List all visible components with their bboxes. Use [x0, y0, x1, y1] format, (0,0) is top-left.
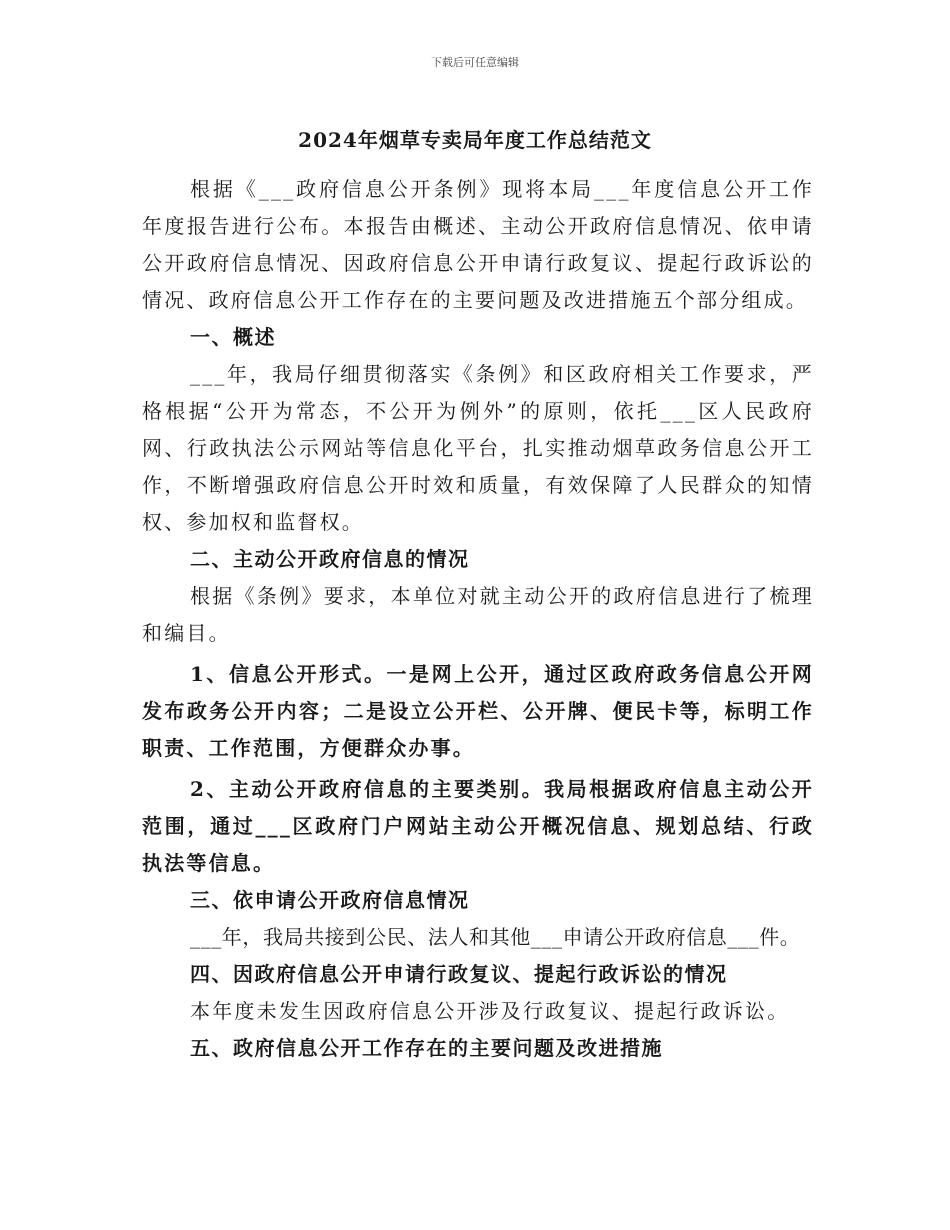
document-title: 2024年烟草专卖局年度工作总结范文 — [298, 128, 652, 152]
overview-paragraph: ___年，我局仔细贯彻落实《条例》和区政府相关工作要求，严格根据“公开为常态，不公开为例外”的原则，依托___区人民政府网、行政执法公示网站等信息化平台，扎实推动烟草政务信息公开工作，不断增强政府信息公开时效和质量，有效保障了人民群众的知情权、参加权和监督权。 — [142, 362, 814, 534]
review-litigation-paragraph: 本年度未发生因政府信息公开涉及行政复议、提起行政诉讼。 — [190, 999, 790, 1023]
header-note: 下载后可任意编辑 — [431, 56, 519, 69]
intro-paragraph: 根据《___政府信息公开条例》现将本局___年度信息公开工作年度报告进行公布。本报告由概述、主动公开政府信息情况、依申请公开政府信息情况、因政府信息公开申请行政复议、提起行政诉讼的情况、政府信息公开工作存在的主要问题及改进措施五个部分组成。 — [142, 177, 814, 312]
section-heading-proactive-disclosure: 二、主动公开政府信息的情况 — [190, 547, 470, 571]
section-heading-overview: 一、概述 — [190, 325, 276, 349]
document-body — [142, 171, 814, 1067]
application-disclosure-paragraph: ___年，我局共接到公民、法人和其他___申请公开政府信息___件。 — [190, 925, 801, 949]
disclosure-form-paragraph: 1、信息公开形式。一是网上公开，通过区政府政务信息公开网发布政务公开内容；二是设立公开栏、公开牌、便民卡等，标明工作职责、工作范围，方便群众办事。 — [142, 662, 814, 760]
section-heading-problems-improvements: 五、政府信息公开工作存在的主要问题及改进措施 — [190, 1036, 663, 1060]
disclosure-category-paragraph: 2、主动公开政府信息的主要类别。我局根据政府信息主动公开范围，通过___区政府门户网站主动公开概况信息、规划总结、行政执法等信息。 — [142, 777, 814, 875]
section-heading-review-litigation: 四、因政府信息公开申请行政复议、提起行政诉讼的情况 — [190, 962, 728, 986]
section-heading-application-disclosure: 三、依申请公开政府信息情况 — [190, 888, 470, 912]
proactive-disclosure-paragraph: 根据《条例》要求，本单位对就主动公开的政府信息进行了梳理和编目。 — [142, 584, 814, 645]
